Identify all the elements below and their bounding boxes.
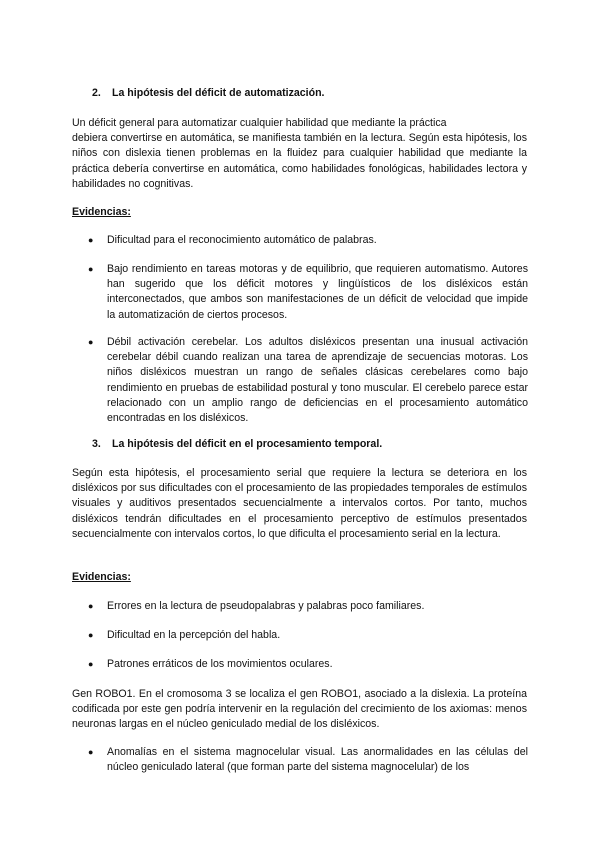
- bullet-text: Anomalías en el sistema magnocelular visual. Las anormalidades en las células del núcleo geniculado lateral (que forman parte del sistema magnocelular) de los: [107, 746, 528, 774]
- section-2-bullet-2: [88, 262, 528, 323]
- bullet-text: Dificultad en la percepción del habla.: [107, 629, 281, 641]
- gene-robo1-paragraph: Gen ROBO1. En el cromosoma 3 se localiza el gen ROBO1, asociado a la dislexia. La proteína codificada por este gen podría intervenir en la regulación del crecimiento de los axiomas: menos neuronas largas en el núcleo geniculado medial de los disléxicos.: [72, 688, 527, 731]
- section-3-bullet-2: [88, 628, 528, 643]
- section-2-number: 2.: [92, 87, 101, 99]
- bullet-dot: ●: [88, 264, 94, 274]
- bullet-text: Débil activación cerebelar. Los adultos disléxicos presentan una inusual activación cerebelar débil cuando realizan una tarea de aprendizaje de secuencias motoras. Los niños disléxicos muestran un rango de señales clásicas cerebelares como bajo rendimiento en pruebas de estabilidad postural y tono muscular. El cerebelo parece estar relacionado con un amplio rango de deficiencias en el procesamiento automático encontradas en los disléxicos.: [107, 336, 528, 425]
- section-2-heading: [72, 86, 527, 101]
- section-3-heading: [72, 437, 527, 452]
- section-3-title: La hipótesis del déficit en el procesamiento temporal.: [112, 438, 383, 450]
- bullet-dot: ●: [88, 235, 94, 245]
- section-2-evidence-label: Evidencias:: [72, 206, 131, 218]
- bullet-dot: ●: [88, 747, 94, 757]
- section-2-paragraph: [72, 116, 527, 192]
- section-3-bullet-3: [88, 657, 528, 672]
- section-2-bullet-1: [88, 233, 528, 248]
- section-2-bullet-3: [88, 335, 528, 426]
- bullet-text: Patrones erráticos de los movimientos oculares.: [107, 658, 333, 670]
- section-2-paragraph-body: debiera convertirse en automática, se manifiesta también en la lectura. Según esta hipótesis, los niños con dislexia tienen problemas en la fluidez para cualquier habilidad que mediante la práctica debería convertirse en automática, como habilidades fonológicas, habilidades lectora y habilidades no cognitivas.: [72, 132, 527, 190]
- bullet-dot: ●: [88, 601, 94, 611]
- bullet-dot: ●: [88, 630, 94, 640]
- section-2-title: La hipótesis del déficit de automatización.: [112, 87, 325, 99]
- section-3-number: 3.: [92, 438, 101, 450]
- section-3-bullet-1: [88, 599, 528, 614]
- bullet-dot: ●: [88, 659, 94, 669]
- bullet-text: Bajo rendimiento en tareas motoras y de equilibrio, que requieren automatismo. Autores han sugerido que los déficit motores y lingüísticos de los disléxicos están interconectados, que ambos son manifestaciones de un déficit de velocidad que impide la automatización de ciertos procesos.: [107, 263, 528, 321]
- bullet-dot: ●: [88, 337, 94, 347]
- section-3-paragraph: Según esta hipótesis, el procesamiento serial que requiere la lectura se deteriora en los disléxicos por sus dificultades con el procesamiento de las propiedades temporales de estímulos visuales y auditivos presentados secuencialmente a intervalos cortos. Por tanto, muchos disléxicos tendrán dificultades en el procesamiento perceptivo de estímulos presentados secuencialmente con intervalos cortos, lo que dificulta el procesamiento serial en la lectura.: [72, 467, 527, 540]
- section-3-evidence-label: Evidencias:: [72, 571, 131, 583]
- bullet-text: Errores en la lectura de pseudopalabras y palabras poco familiares.: [107, 600, 425, 612]
- section-3-bullet-magnocelular: [88, 745, 528, 775]
- section-2-paragraph-first-line: Un déficit general para automatizar cualquier habilidad que mediante la práctica: [72, 117, 447, 129]
- bullet-text: Dificultad para el reconocimiento automático de palabras.: [107, 234, 377, 246]
